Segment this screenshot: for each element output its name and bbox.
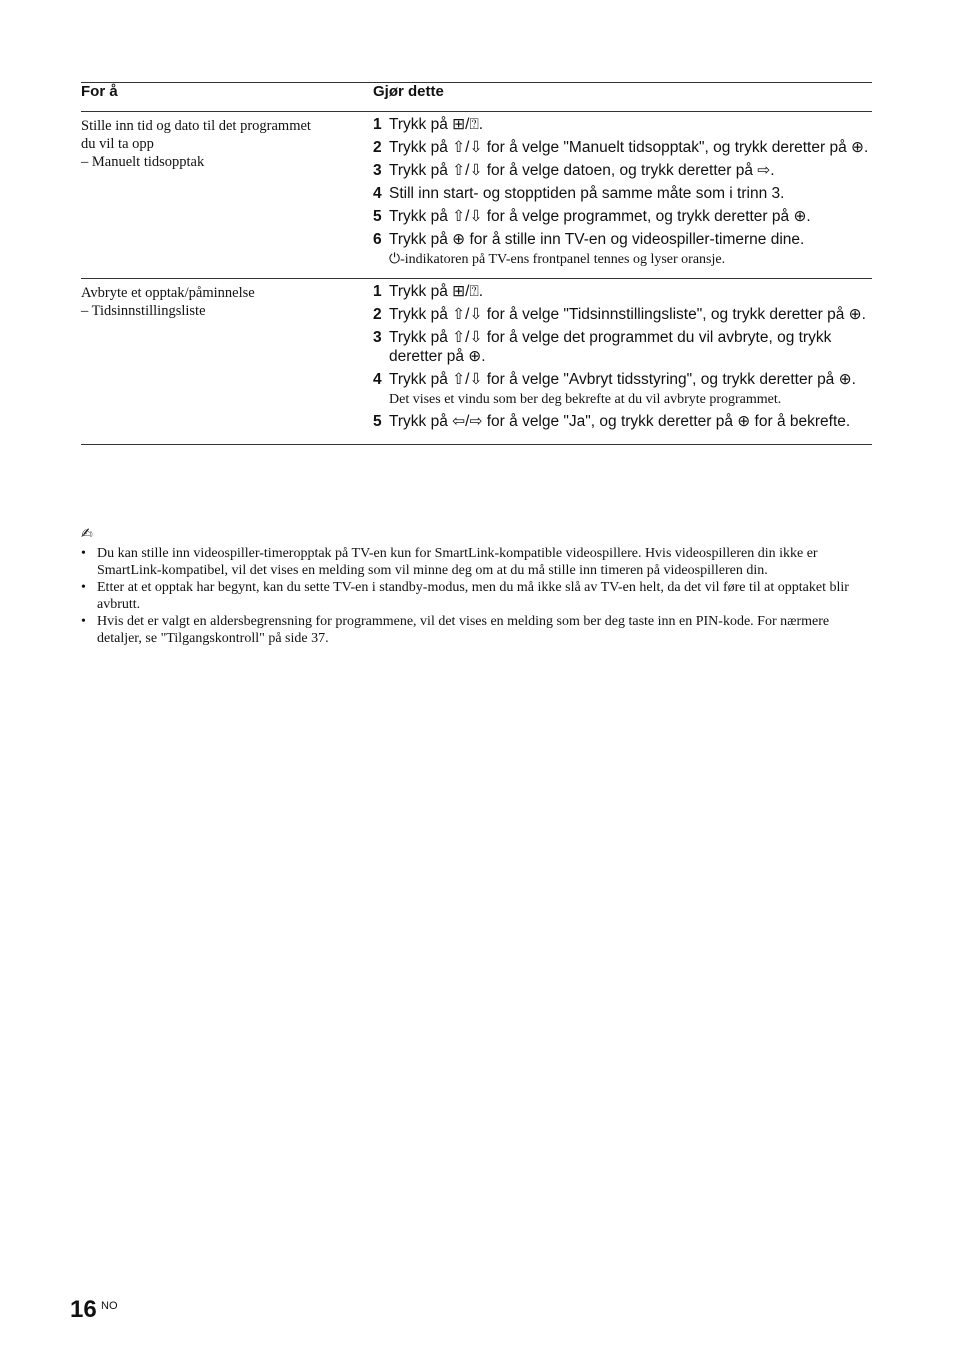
step-number: 4 [373,185,382,202]
step-text: Trykk på ⊕ for å stille inn TV-en og videospiller-timerne dine. [389,231,805,248]
step-text: Trykk på ⇧/⇩ for å velge "Manuelt tidsopptak", og trykk deretter på ⊕. [389,139,869,156]
note-bullet [81,545,872,579]
note-bullet [81,579,872,613]
step-item [373,282,872,302]
step-item [373,370,872,390]
task-line: Avbryte et opptak/påminnelse [81,284,255,301]
task-line: du vil ta opp [81,136,154,152]
bullet-dot-icon: • [81,580,86,595]
bullet-dot-icon: • [81,614,86,629]
step-item [373,138,872,158]
note-bullet [81,613,872,647]
column-header-task: For å [81,83,373,112]
note-text: Hvis det er valgt en aldersbegrensning for programmene, vil det vises en melding som ber deg taste inn en PIN-kode. For nærmere detaljer, se "Tilgangskontroll" på side 37. [97,614,830,646]
column-header-action: Gjør dette [373,83,872,112]
step-number: 5 [373,412,382,430]
page-number: 16 [70,1296,97,1323]
step-text: Trykk på ⊞/⍰. [389,282,484,300]
step-text: Trykk på ⇧/⇩ for å velge programmet, og trykk deretter på ⊕. [389,208,811,225]
step-text: Trykk på ⇧/⇩ for å velge "Avbryt tidsstyring", og trykk deretter på ⊕. [389,371,856,388]
step-note: ⏻-indikatoren på TV-ens frontpanel tennes og lyser oransje. [389,251,726,267]
step-number: 6 [373,231,382,248]
step-text: Trykk på ⊞/⍰. [389,116,484,133]
step-item [373,328,872,367]
step-item [373,161,872,181]
step-number: 4 [373,371,382,388]
step-item [373,230,872,250]
step-item [373,207,872,227]
step-number: 2 [373,305,382,323]
step-number: 5 [373,208,382,225]
step-item [373,115,872,135]
step-number: 2 [373,139,382,156]
step-number: 3 [373,328,382,346]
note-text: Du kan stille inn videospiller-timeropptak på TV-en kun for SmartLink-kompatible videospillere. Hvis videospilleren din ikke er SmartLink-kompatibel, vil det vises en melding som vil minne deg om at du må stille inn timeren på videospilleren din. [97,546,818,578]
step-number: 3 [373,162,382,179]
steps-cell [373,278,872,444]
step-number: 1 [373,282,382,300]
step-text: Trykk på ⇦/⇨ for å velge "Ja", og trykk deretter på ⊕ for å bekrefte. [389,412,851,430]
step-note: Det vises et vindu som ber deg bekrefte at du vil avbryte programmet. [389,391,782,407]
step-number: 1 [373,116,382,133]
task-line: – Tidsinnstillingsliste [81,302,206,319]
task-cell [81,112,373,279]
task-line: – Manuelt tidsopptak [81,154,205,170]
step-item [373,305,872,325]
step-item [373,184,872,204]
notes-section [81,526,872,647]
bullet-dot-icon: • [81,546,86,561]
step-text: Still inn start- og stopptiden på samme måte som i trinn 3. [389,185,785,202]
task-cell [81,278,373,444]
instruction-table [81,82,872,445]
pencil-note-icon: ✍ [81,526,93,542]
table-header-row [81,83,872,112]
table-row [81,278,872,444]
page-language-suffix: NO [101,1300,118,1312]
table-row [81,112,872,279]
step-text: Trykk på ⇧/⇩ for å velge det programmet du vil avbryte, og trykk deretter på ⊕. [389,328,832,365]
step-text: Trykk på ⇧/⇩ for å velge "Tidsinnstillingsliste", og trykk deretter på ⊕. [389,305,866,323]
task-line: Stille inn tid og dato til det programmet [81,118,311,134]
steps-cell [373,112,872,279]
step-text: Trykk på ⇧/⇩ for å velge datoen, og trykk deretter på ⇨. [389,162,775,179]
step-item [373,412,872,432]
note-text: Etter at et opptak har begynt, kan du sette TV-en i standby-modus, men du må ikke slå av TV-en helt, da det vil føre til at opptaket blir avbrutt. [97,580,849,612]
